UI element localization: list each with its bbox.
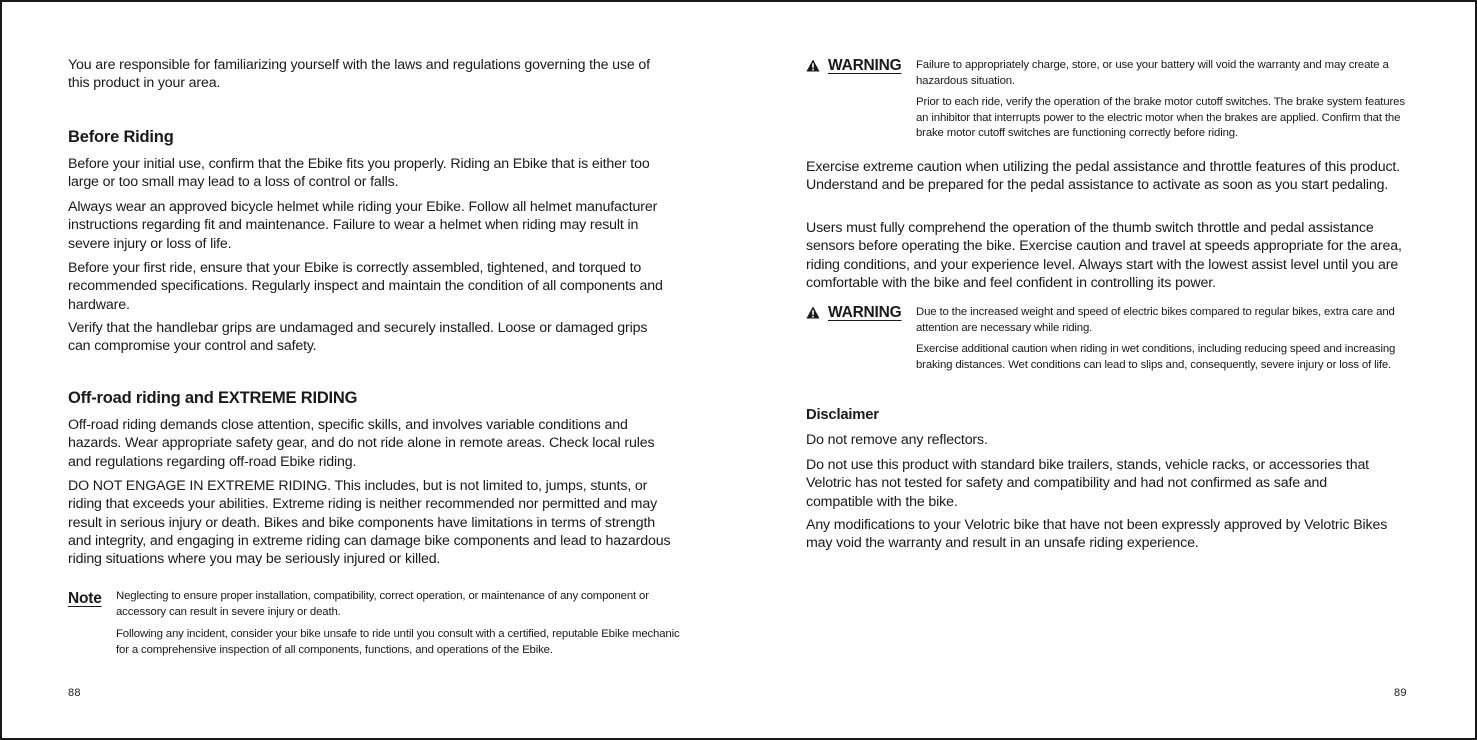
before-riding-paragraph-3: Before your first ride, ensure that your Ebike is correctly assembled, tightened, and torqued to recommended specifications. Regularly inspect and maintain the condition of all components and hardware. xyxy=(68,260,663,313)
warning-2-paragraph-1: Due to the increased weight and speed of electric bikes compared to regular bikes, extra care and attention are necessary while riding. xyxy=(916,306,1395,334)
offroad-heading: Off-road riding and EXTREME RIDING xyxy=(68,389,358,407)
disclaimer-heading: Disclaimer xyxy=(806,407,879,423)
pedal-assist-paragraph: Exercise extreme caution when utilizing the pedal assistance and throttle features of this product. Understand and be prepared for the pedal assistance to activate as soon as you start pedaling. xyxy=(806,159,1400,194)
disclaimer-paragraph-3: Any modifications to your Velotric bike that have not been expressly approved by Velotric Bikes may void the warranty and result in an unsafe riding experience. xyxy=(806,517,1388,552)
warning-label-2: WARNING xyxy=(828,304,902,321)
disclaimer-paragraph-1: Do not remove any reflectors. xyxy=(806,432,988,448)
offroad-paragraph-1: Off-road riding demands close attention, specific skills, and involves variable conditions and hazards. Wear appropriate safety gear, and do not ride alone in remote areas. Check local rules and regulations regarding off-road Ebike riding. xyxy=(68,417,655,470)
page-number-left: 88 xyxy=(68,687,81,699)
throttle-paragraph: Users must fully comprehend the operation of the thumb switch throttle and pedal assistance sensors before operating the bike. Exercise caution and travel at speeds appropriate for the area, riding conditions, and your experience level. Always start with the lowest assist level until you are comfortable with the bike and feel confident in controlling its power. xyxy=(806,220,1402,291)
intro-paragraph: You are responsible for familiarizing yourself with the laws and regulations governing the use of this product in your area. xyxy=(68,57,650,92)
note-label: Note xyxy=(68,590,102,607)
disclaimer-paragraph-2: Do not use this product with standard bike trailers, stands, vehicle racks, or accessories that Velotric has not tested for safety and compatibility and had not confirmed as safe and compatible with the bike. xyxy=(806,457,1369,510)
warning-1-paragraph-1: Failure to appropriately charge, store, or use your battery will void the warranty and may create a hazardous situation. xyxy=(916,59,1389,87)
warning-1-paragraph-2: Prior to each ride, verify the operation of the brake motor cutoff switches. The brake system features an inhibitor that interrupts power to the electric motor when the brakes are applied. Confirm that the brake motor cutoff switches are functioning correctly before riding. xyxy=(916,96,1405,140)
warning-triangle-icon xyxy=(806,59,820,72)
before-riding-heading: Before Riding xyxy=(68,128,174,146)
warning-2-paragraph-2: Exercise additional caution when riding in wet conditions, including reducing speed and increasing braking distances. Wet conditions can lead to slips and, consequently, severe injury or loss of life. xyxy=(916,343,1396,371)
warning-triangle-icon xyxy=(806,306,820,319)
note-paragraph-2: Following any incident, consider your bike unsafe to ride until you consult with a certified, reputable Ebike mechanic for a comprehensive inspection of all components, functions, and operations of the Ebike. xyxy=(116,628,680,656)
offroad-paragraph-2: DO NOT ENGAGE IN EXTREME RIDING. This includes, but is not limited to, jumps, stunts, or riding that exceeds your abilities. Extreme riding is neither recommended nor permitted and may result in serious injury or death. Bikes and bike components have limitations in terms of strength and integrity, and engaging in extreme riding can damage bike components and lead to hazardous riding situations where you may be seriously injured or killed. xyxy=(68,478,671,568)
page-number-right: 89 xyxy=(1394,687,1407,699)
warning-label-1: WARNING xyxy=(828,57,902,74)
note-paragraph-1: Neglecting to ensure proper installation, compatibility, correct operation, or maintenance of any component or accessory can result in severe injury or death. xyxy=(116,590,649,618)
before-riding-paragraph-2: Always wear an approved bicycle helmet while riding your Ebike. Follow all helmet manufacturer instructions regarding fit and maintenance. Failure to wear a helmet when riding may result in severe injury or loss of life. xyxy=(68,199,658,252)
before-riding-paragraph-1: Before your initial use, confirm that the Ebike fits you properly. Riding an Ebike that is either too large or too small may lead to a loss of control or falls. xyxy=(68,156,650,191)
before-riding-paragraph-4: Verify that the handlebar grips are undamaged and securely installed. Loose or damaged grips can compromise your control and safety. xyxy=(68,320,648,355)
